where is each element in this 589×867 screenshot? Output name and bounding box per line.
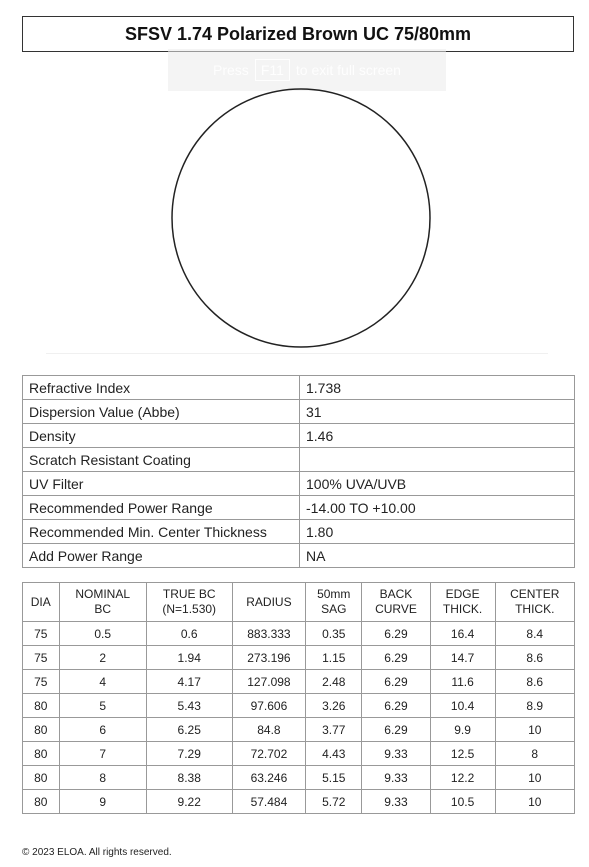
column-header-line: (N=1.530) xyxy=(162,602,217,616)
table-cell: 3.26 xyxy=(306,694,362,718)
column-header-line: BACK xyxy=(379,587,413,601)
column-header xyxy=(23,583,60,622)
column-header xyxy=(146,583,232,622)
spec-value: 100% UVA/UVB xyxy=(300,472,575,496)
column-header-line: NOMINAL xyxy=(75,587,131,601)
table-cell: 2.48 xyxy=(306,670,362,694)
table-row xyxy=(23,622,575,646)
table-cell: 9 xyxy=(59,790,146,814)
table-cell: 0.35 xyxy=(306,622,362,646)
table-cell: 6.29 xyxy=(362,646,430,670)
spec-row xyxy=(23,400,575,424)
table-cell: 127.098 xyxy=(232,670,306,694)
table-cell: 9.22 xyxy=(146,790,232,814)
table-cell: 4 xyxy=(59,670,146,694)
table-cell: 7 xyxy=(59,742,146,766)
table-cell: 8.9 xyxy=(495,694,575,718)
lens-circle-svg xyxy=(170,87,432,349)
table-cell: 9.33 xyxy=(362,742,430,766)
spec-table-body xyxy=(23,376,575,568)
table-row xyxy=(23,766,575,790)
fullscreen-notice-suffix: to exit full screen xyxy=(295,62,401,78)
spec-value: 1.738 xyxy=(300,376,575,400)
header-row xyxy=(23,583,575,622)
table-cell: 0.6 xyxy=(146,622,232,646)
f11-key-badge: F11 xyxy=(255,59,290,81)
section-divider xyxy=(46,353,548,354)
table-cell: 80 xyxy=(23,742,60,766)
spec-value xyxy=(300,448,575,472)
table-cell: 10.5 xyxy=(430,790,495,814)
spec-label: Recommended Min. Center Thickness xyxy=(23,520,300,544)
table-cell: 80 xyxy=(23,694,60,718)
table-cell: 5 xyxy=(59,694,146,718)
table-cell: 2 xyxy=(59,646,146,670)
table-cell: 8.4 xyxy=(495,622,575,646)
table-row xyxy=(23,790,575,814)
table-cell: 8.6 xyxy=(495,646,575,670)
table-cell: 57.484 xyxy=(232,790,306,814)
spec-label: Density xyxy=(23,424,300,448)
spec-value: NA xyxy=(300,544,575,568)
table-cell: 1.94 xyxy=(146,646,232,670)
table-cell: 0.5 xyxy=(59,622,146,646)
table-cell: 6.29 xyxy=(362,670,430,694)
table-cell: 7.29 xyxy=(146,742,232,766)
table-cell: 63.246 xyxy=(232,766,306,790)
table-cell: 80 xyxy=(23,766,60,790)
table-cell: 75 xyxy=(23,622,60,646)
table-cell: 6.29 xyxy=(362,694,430,718)
spec-row xyxy=(23,496,575,520)
column-header-line: EDGE xyxy=(445,587,480,601)
table-cell: 5.43 xyxy=(146,694,232,718)
table-row xyxy=(23,694,575,718)
table-cell: 9.33 xyxy=(362,766,430,790)
table-cell: 11.6 xyxy=(430,670,495,694)
table-cell: 1.15 xyxy=(306,646,362,670)
base-curve-table-body xyxy=(23,622,575,814)
column-header xyxy=(495,583,575,622)
spec-row xyxy=(23,520,575,544)
table-cell: 883.333 xyxy=(232,622,306,646)
table-cell: 72.702 xyxy=(232,742,306,766)
column-header-line: THICK. xyxy=(515,602,555,616)
table-cell: 12.2 xyxy=(430,766,495,790)
column-header-line: SAG xyxy=(321,602,347,616)
column-header xyxy=(362,583,430,622)
table-row xyxy=(23,670,575,694)
fullscreen-notice-prefix: Press xyxy=(213,62,249,78)
spec-label: Refractive Index xyxy=(23,376,300,400)
table-cell: 75 xyxy=(23,670,60,694)
table-cell: 5.15 xyxy=(306,766,362,790)
table-cell: 8.6 xyxy=(495,670,575,694)
table-cell: 10 xyxy=(495,766,575,790)
table-row xyxy=(23,646,575,670)
column-header xyxy=(59,583,146,622)
table-row xyxy=(23,718,575,742)
spec-value: 1.46 xyxy=(300,424,575,448)
column-header-line: BC xyxy=(94,602,112,616)
spec-row xyxy=(23,448,575,472)
fullscreen-notice xyxy=(168,49,446,91)
column-header xyxy=(306,583,362,622)
column-header-line: DIA xyxy=(30,594,51,609)
spec-row xyxy=(23,424,575,448)
table-cell: 8.38 xyxy=(146,766,232,790)
table-cell: 6.25 xyxy=(146,718,232,742)
spec-label: Scratch Resistant Coating xyxy=(23,448,300,472)
spec-label: Recommended Power Range xyxy=(23,496,300,520)
table-cell: 80 xyxy=(23,790,60,814)
base-curve-table xyxy=(22,582,575,814)
spec-value: 31 xyxy=(300,400,575,424)
column-header-line: CENTER xyxy=(510,587,560,601)
spec-row xyxy=(23,376,575,400)
lens-circle xyxy=(172,89,430,347)
base-curve-table-head xyxy=(23,583,575,622)
lens-outline-icon xyxy=(170,87,432,349)
spec-table xyxy=(22,375,575,568)
table-cell: 8 xyxy=(59,766,146,790)
spec-value: -14.00 TO +10.00 xyxy=(300,496,575,520)
table-cell: 10.4 xyxy=(430,694,495,718)
column-header-line: CURVE xyxy=(375,602,417,616)
table-cell: 12.5 xyxy=(430,742,495,766)
table-cell: 9.33 xyxy=(362,790,430,814)
table-cell: 9.9 xyxy=(430,718,495,742)
table-cell: 273.196 xyxy=(232,646,306,670)
column-header-line: THICK. xyxy=(442,602,483,616)
spec-label: UV Filter xyxy=(23,472,300,496)
table-cell: 14.7 xyxy=(430,646,495,670)
column-header xyxy=(430,583,495,622)
copyright-footer: © 2023 ELOA. All rights reserved. xyxy=(22,847,172,858)
table-cell: 4.43 xyxy=(306,742,362,766)
spec-label: Dispersion Value (Abbe) xyxy=(23,400,300,424)
spec-row xyxy=(23,544,575,568)
table-cell: 6 xyxy=(59,718,146,742)
table-cell: 6.29 xyxy=(362,718,430,742)
table-cell: 10 xyxy=(495,790,575,814)
spec-value: 1.80 xyxy=(300,520,575,544)
table-cell: 84.8 xyxy=(232,718,306,742)
table-cell: 4.17 xyxy=(146,670,232,694)
column-header-line: TRUE BC xyxy=(162,587,216,601)
product-title: SFSV 1.74 Polarized Brown UC 75/80mm xyxy=(22,16,574,52)
table-cell: 97.606 xyxy=(232,694,306,718)
column-header xyxy=(232,583,306,622)
table-cell: 16.4 xyxy=(430,622,495,646)
table-cell: 5.72 xyxy=(306,790,362,814)
table-cell: 80 xyxy=(23,718,60,742)
column-header-line: 50mm xyxy=(317,587,351,601)
spec-row xyxy=(23,472,575,496)
table-cell: 3.77 xyxy=(306,718,362,742)
table-cell: 75 xyxy=(23,646,60,670)
column-header-line: RADIUS xyxy=(246,594,292,609)
table-cell: 6.29 xyxy=(362,622,430,646)
table-cell: 10 xyxy=(495,718,575,742)
spec-label: Add Power Range xyxy=(23,544,300,568)
table-cell: 8 xyxy=(495,742,575,766)
table-row xyxy=(23,742,575,766)
